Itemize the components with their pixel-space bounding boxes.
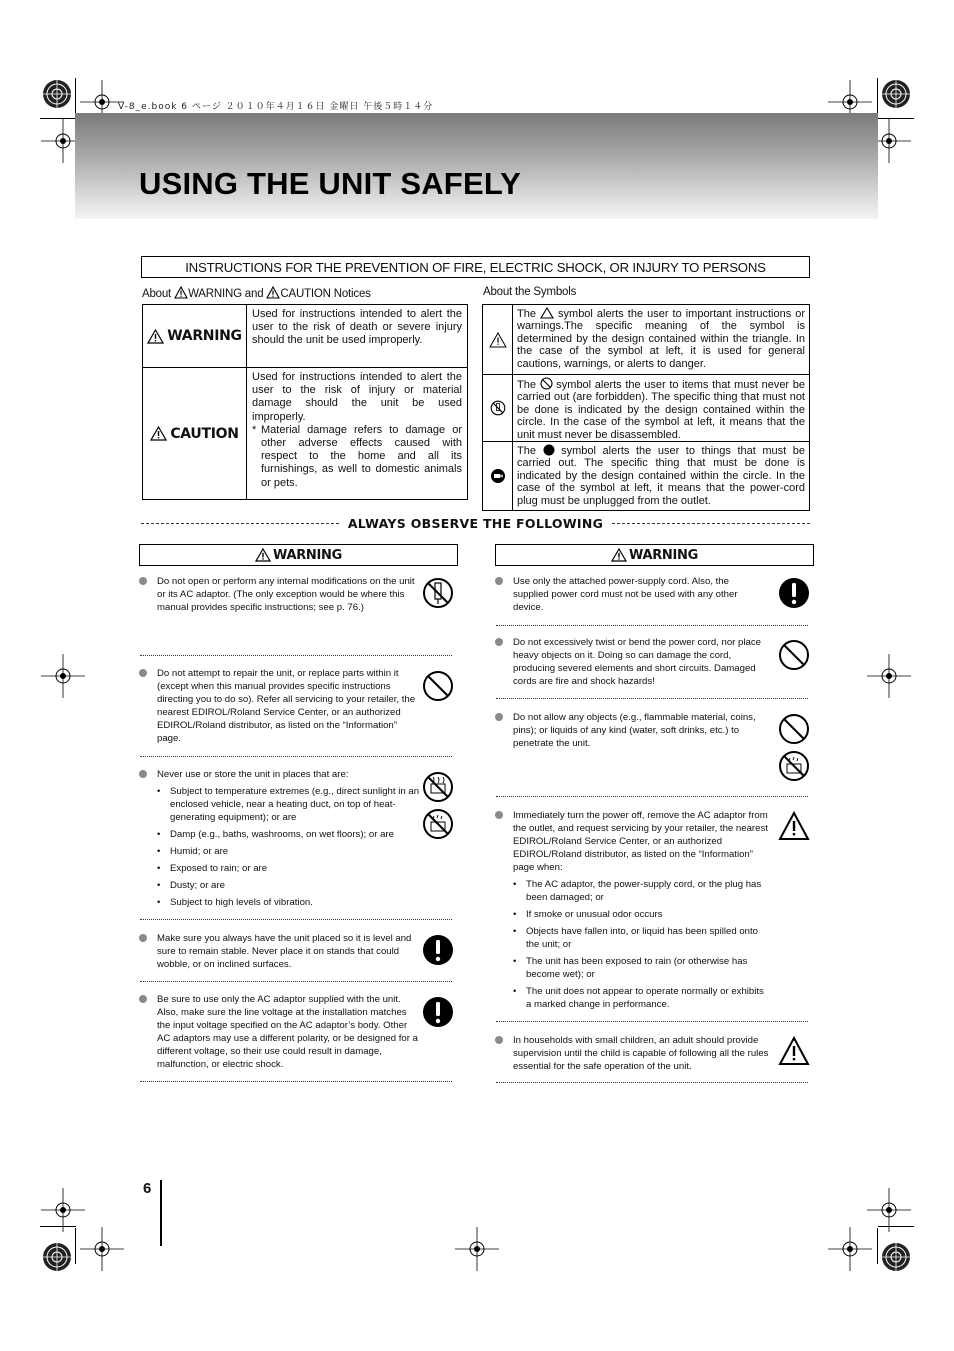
crop-line (75, 78, 76, 114)
caution-label (143, 368, 247, 499)
no-water-icon (778, 750, 810, 782)
left-warning-header (139, 544, 458, 566)
crop-line (878, 118, 914, 119)
symbol-row2-text: symbol alerts the user to items that must never be carried out (are forbidden). The specific thing that must not be done is indicated by the design contained within the circle. In the case of the symbol at left, it means that the unit must never be disassembled. (517, 379, 805, 441)
symbol-row1-text: symbol alerts the user to important instructions or warnings.The specific meaning of the symbol is determined by the design contained within the triangle. In the case of the symbol at left, it is used for general cautions, warnings, or alerts to danger. (517, 308, 806, 370)
dotted-separator (496, 796, 808, 797)
no-water-icon (422, 808, 454, 840)
right-item-1-text: Use only the attached power-supply cord. Also, the supplied power cord must not be used with any other device. (513, 576, 738, 613)
right-warning-header-text: WARNING (629, 547, 698, 563)
warning-triangle-icon (150, 426, 167, 441)
list-item: • Subject to temperature extremes (e.g., direct sunlight in an enclosed vehicle, near a heating duct, on top of heat-generating equipment); or are (157, 785, 421, 824)
dotted-separator (496, 1021, 808, 1022)
right-item-4-text: Immediately turn the power off, remove the AC adaptor from the outlet, and request servicing by your retailer, the nearest EDIROL/Roland Service Center, or an authorized EDIROL/Roland distributor, as listed on the “Information” page when: (513, 810, 768, 873)
caution-note (252, 424, 462, 490)
dashed-rule (141, 523, 339, 524)
warning-triangle-icon (174, 286, 188, 302)
symbol-triangle-description (513, 305, 809, 374)
list-item: • The unit does not appear to operate normally or exhibits a marked change in performance. (513, 985, 771, 1011)
mandatory-exclamation-icon (422, 934, 454, 966)
dotted-separator (496, 698, 808, 699)
symbol-row2-pre: The (517, 379, 536, 391)
left-item-4-text: Make sure you always have the unit placed so it is level and sure to remain stable. Never place it on stands that could wobble, or on inclined surfaces. (157, 933, 412, 970)
crosshair-mark-bottom-left (72, 1219, 132, 1279)
dashed-rule (612, 523, 810, 524)
list-item: • If smoke or unusual odor occurs (513, 908, 771, 921)
crop-line (40, 1226, 76, 1227)
page-number: 6 (143, 1180, 152, 1197)
dotted-separator (140, 919, 452, 920)
caution-note-mark: * (252, 423, 257, 436)
right-item-3-text: Do not allow any objects (e.g., flammable material, coins, pins); or liquids of any kind (water, soft drinks, etc.) to penetrate the unit. (513, 712, 756, 749)
no-disassemble-icon (483, 375, 513, 441)
dotted-separator (496, 1082, 808, 1083)
prohibited-circle-icon (422, 670, 454, 702)
symbol-row-prohibited (483, 374, 809, 441)
crosshair-mark-bottom-center (447, 1219, 507, 1279)
notice-row-warning (143, 305, 467, 367)
warning-triangle-icon (778, 1036, 810, 1066)
warning-triangle-icon (266, 286, 280, 302)
left-item-5-text: Be sure to use only the AC adaptor supplied with the unit. Also, make sure the line voltage at the installation matches the input voltage specified on the AC adaptor’s body. Other AC adaptors may use a different polarity, or be designed for a different voltage, so their use could result in damage, malfunction, or electric shock. (157, 994, 418, 1070)
mandatory-exclamation-icon (543, 444, 555, 456)
warning-triangle-icon (147, 329, 164, 344)
crosshair-mark-left-middle (33, 646, 93, 706)
right-item-5-text: In households with small children, an adult should provide supervision until the child is capable of following all the rules essential for the safe operation of the unit. (513, 1035, 769, 1072)
bullet (139, 995, 147, 1003)
instructions-heading: INSTRUCTIONS FOR THE PREVENTION OF FIRE, ELECTRIC SHOCK, OR INJURY TO PERSONS (141, 256, 810, 278)
notices-heading-warning: WARNING and (188, 288, 264, 300)
list-item: • Exposed to rain; or are (157, 862, 421, 875)
no-disassemble-icon (422, 577, 454, 609)
right-warning-header (495, 544, 814, 566)
notices-heading-prefix: About (142, 288, 172, 300)
left-item-1-text: Do not open or perform any internal modifications on the unit or its AC adaptor. (The only exception would be where this manual provides specific instructions; see p. 76.) (157, 576, 415, 613)
list-item: • Damp (e.g., baths, washrooms, on wet floors); or are (157, 828, 421, 841)
crosshair-mark-right-middle (859, 646, 919, 706)
warning-triangle-icon (483, 305, 513, 374)
crop-line (877, 1228, 878, 1264)
dotted-separator (496, 625, 808, 626)
symbol-row1-pre: The (517, 308, 536, 320)
right-item-2-text: Do not excessively twist or bend the power cord, nor place heavy objects on it. Doing so can damage the cord, producing severed elements and short circuits. Damaged cords are fire and shock hazards! (513, 637, 761, 687)
dotted-separator (140, 1081, 452, 1082)
bullet (495, 638, 503, 646)
bullet (139, 934, 147, 942)
notice-row-caution (143, 367, 467, 499)
mandatory-exclamation-icon (422, 996, 454, 1028)
crop-line (877, 78, 878, 114)
symbol-row3-text: symbol alerts the user to things that must be carried out. The specific thing that must be done is indicated by the design contained within the circle. In the case of the symbol at left, it means that the power-cord plug must be unplugged from the outlet. (517, 445, 806, 507)
bullet (139, 577, 147, 585)
bullet (495, 811, 503, 819)
bullet (495, 577, 503, 585)
notices-table (142, 304, 468, 500)
dotted-separator (140, 981, 452, 982)
left-item-3-body (157, 768, 421, 909)
warning-label (143, 305, 247, 367)
warning-description: Used for instructions intended to alert the user to the risk of death or severe injury should the unit be used improperly. (252, 308, 462, 347)
notices-heading (142, 286, 371, 302)
page-title: USING THE UNIT SAFELY (139, 166, 521, 201)
symbols-heading: About the Symbols (483, 286, 577, 298)
left-item-2-text: Do not attempt to repair the unit, or replace parts within it (except when this manual provides specific instructions directing you to do so). Refer all servicing to your retailer, the nearest EDIROL/Roland Service Center, or an authorized EDIROL/Roland distributor, as listed on the “Information” page. (157, 668, 416, 744)
no-heat-icon (422, 771, 454, 803)
list-item: • Subject to high levels of vibration. (157, 896, 421, 909)
bullet (139, 669, 147, 677)
symbol-row-mandatory (483, 441, 809, 510)
left-item-3-text: Never use or store the unit in places that are: (157, 769, 349, 780)
mandatory-exclamation-icon (778, 577, 810, 609)
caution-text: Used for instructions intended to alert the user to the risk of injury or material damage should the unit be used improperly. (252, 371, 462, 423)
symbol-row3-pre: The (517, 445, 536, 457)
warning-triangle-icon (778, 811, 810, 841)
prohibited-circle-icon (540, 377, 553, 390)
crop-line (878, 1226, 914, 1227)
warning-triangle-icon (611, 548, 627, 562)
dotted-separator (140, 655, 452, 656)
caution-description (247, 368, 467, 499)
notices-heading-caution: CAUTION Notices (280, 288, 371, 300)
symbol-row-triangle (483, 305, 809, 374)
prohibited-circle-icon (778, 639, 810, 671)
warning-triangle-icon (540, 307, 554, 319)
dotted-separator (140, 756, 452, 757)
symbol-mandatory-description (513, 442, 809, 510)
bullet (495, 1036, 503, 1044)
crop-line (40, 118, 76, 119)
crosshair-mark-bottom-right (820, 1219, 880, 1279)
bullet (495, 713, 503, 721)
caution-note-text: Material damage refers to damage or other adverse effects caused with respect to the home and all its furnishings, as well to domestic animals or pets. (261, 423, 462, 489)
caution-label-text: CAUTION (170, 425, 239, 442)
list-item: • The AC adaptor, the power-supply cord, or the plug has been damaged; or (513, 878, 771, 904)
crop-line (75, 1228, 76, 1264)
list-item: • Objects have fallen into, or liquid has been spilled onto the unit; or (513, 925, 771, 951)
warning-triangle-icon (255, 548, 271, 562)
left-warning-header-text: WARNING (273, 547, 342, 563)
right-item-4-body (513, 809, 771, 1011)
list-item: • Dusty; or are (157, 879, 421, 892)
bullet (139, 770, 147, 778)
list-item: • Humid; or are (157, 845, 421, 858)
symbols-table (482, 304, 810, 511)
list-item: • The unit has been exposed to rain (or otherwise has become wet); or (513, 955, 771, 981)
warning-label-text: WARNING (167, 328, 242, 344)
unplug-icon (483, 442, 513, 510)
symbol-prohibited-description (513, 375, 809, 441)
prohibited-circle-icon (778, 713, 810, 745)
print-metadata: V-8_e.book 6 ページ ２０１０年４月１６日 金曜日 午後５時１４分 (118, 102, 434, 112)
observe-divider (141, 515, 810, 531)
page-number-rule (160, 1180, 162, 1246)
observe-label: ALWAYS OBSERVE THE FOLLOWING (347, 515, 604, 531)
